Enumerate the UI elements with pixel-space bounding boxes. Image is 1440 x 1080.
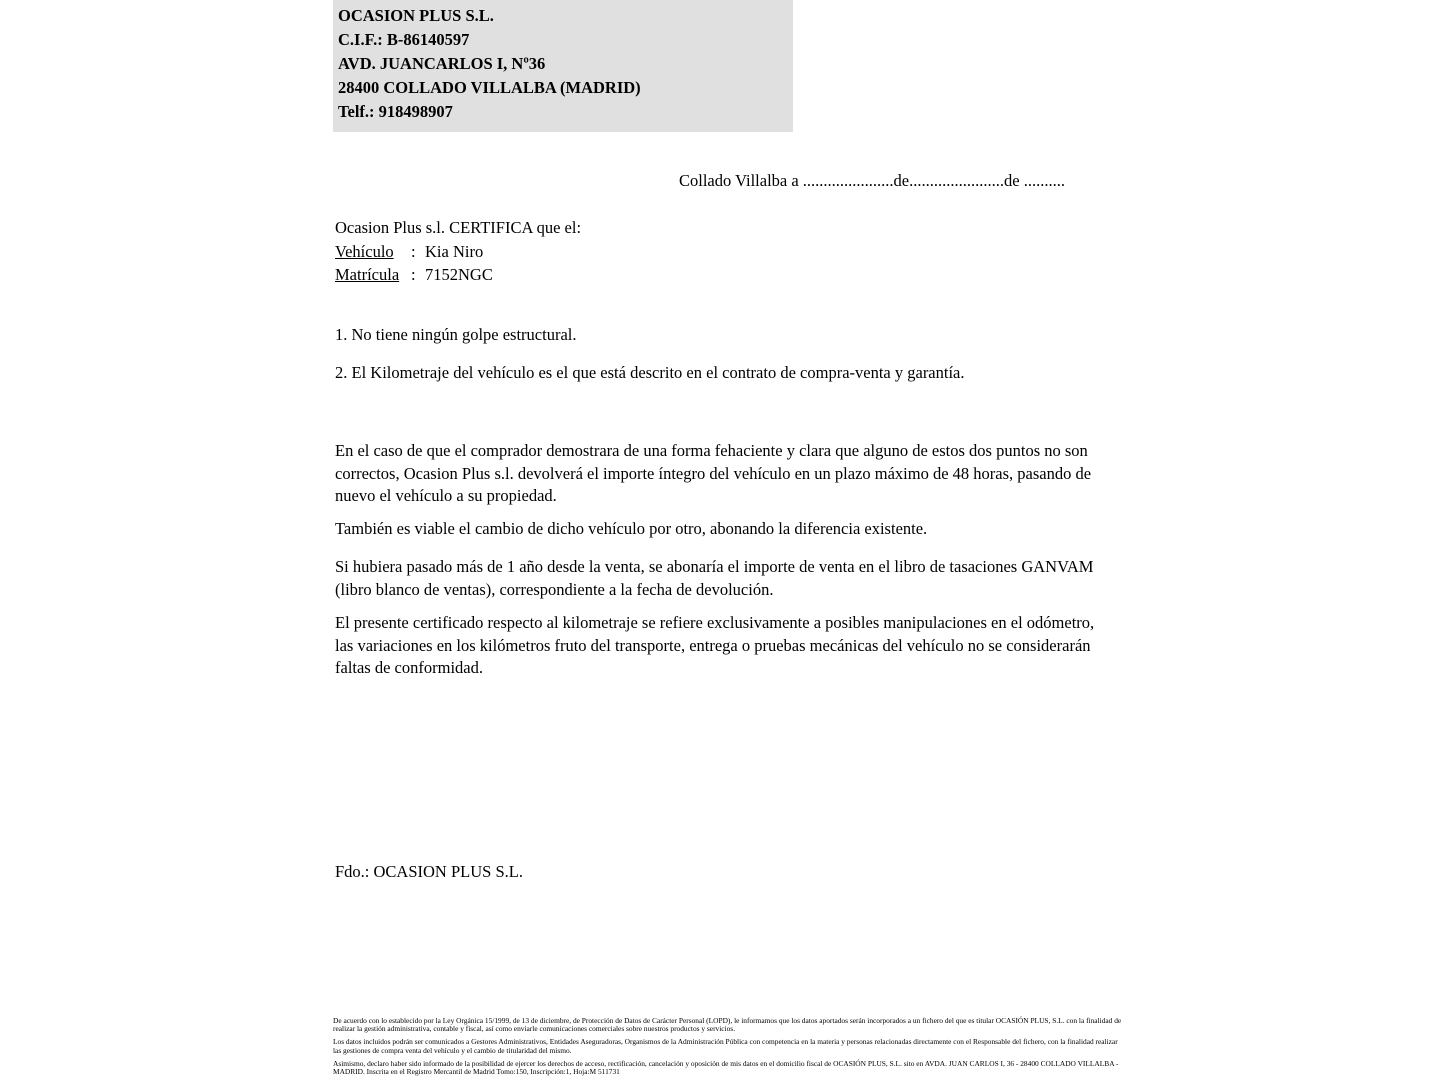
vehicle-value: Kia Niro [425,241,484,261]
body-paragraph-1: En el caso de que el comprador demostrara de una forma fehaciente y clara que alguno de estos dos puntos no son correctos, Ocasion Plus s.l. devolverá el importe íntegro del vehículo en un plazo máximo de 48 horas, pasando de nuevo el vehículo a su propiedad. [335,441,1092,505]
company-address: AVD. JUANCARLOS I, Nº36 [338,54,546,73]
company-phone: Telf.: 918498907 [338,102,453,121]
legal-paragraph-3: Asimismo, declaro haber sido informado de la posibilidad de ejercer los derechos de acceso, rectificación, cancelación y oposición de mis datos en el domicilio fiscal de OCASIÓN PLUS, S.L. sito en AVDA. JUAN CARLOS I, 36 - 28400 COLLADO VILLALBA - MADRID. Inscrita en el Registro Mercantil de Madrid Tomo:150, Inscripción:1, Hoja:M 511731 [333,1058,1119,1077]
certificate-block [335,216,581,287]
plate-separator: : [411,265,416,284]
company-cif: C.I.F.: B-86140597 [338,30,470,49]
signature-line: Fdo.: OCASION PLUS S.L. [335,862,523,881]
vehicle-row [335,240,581,264]
plate-label: Matrícula [335,265,400,284]
plate-value: 7152NGC [425,265,493,284]
body-paragraph-2: También es viable el cambio de dicho vehículo por otro, abonando la diferencia existente. [335,519,928,538]
company-letterhead [333,0,793,132]
plate-row [335,263,581,287]
legal-footer [333,1017,1123,1076]
certificate-intro: Ocasion Plus s.l. CERTIFICA que el: [335,218,582,237]
vehicle-label: Vehículo [335,241,394,261]
body-paragraph-4: El presente certificado respecto al kilometraje se refiere exclusivamente a posibles manipulaciones en el odómetro, las variaciones en los kilómetros fruto del transporte, entrega o pruebas mecánicas del vehículo no se considerarán faltas de conformidad. [335,613,1095,677]
body-paragraph-3: Si hubiera pasado más de 1 año desde la venta, se abonaría el importe de venta en el libro de tasaciones GANVAM (libro blanco de ventas), correspondiente a la fecha de devolución. [335,557,1094,599]
legal-paragraph-1: De acuerdo con lo establecido por la Ley Orgánica 15/1999, de 13 de diciembre, de Protección de Datos de Carácter Personal (LOPD), le informamos que los datos aportados serán incorporados a un fichero del que es titular OCASIÓN PLUS, S.L. con la finalidad de realizar la gestión administrativa, contable y fiscal, así como enviarle comunicaciones comerciales sobre nuestros productos y servicios. [333,1016,1122,1034]
company-name: OCASION PLUS S.L. [338,6,494,25]
date-line: Collado Villalba a ......................de.......................de .......... [679,171,1065,190]
certified-point-1: 1. No tiene ningún golpe estructural. [335,325,577,344]
company-city: 28400 COLLADO VILLALBA (MADRID) [338,78,641,97]
legal-paragraph-2: Los datos incluidos podrán ser comunicados a Gestores Administrativos, Entidades Aseguradoras, Organismos de la Administración Pública con competencia en la materia y personas relacionadas directamente con el Responsable del fichero, con la finalidad realizar las gestiones de compra venta del vehículo y el cambio de titularidad del mismo. [333,1037,1118,1055]
vehicle-separator: : [411,241,416,261]
certified-point-2: 2. El Kilometraje del vehículo es el que está descrito en el contrato de compra-venta y garantía. [335,363,965,382]
